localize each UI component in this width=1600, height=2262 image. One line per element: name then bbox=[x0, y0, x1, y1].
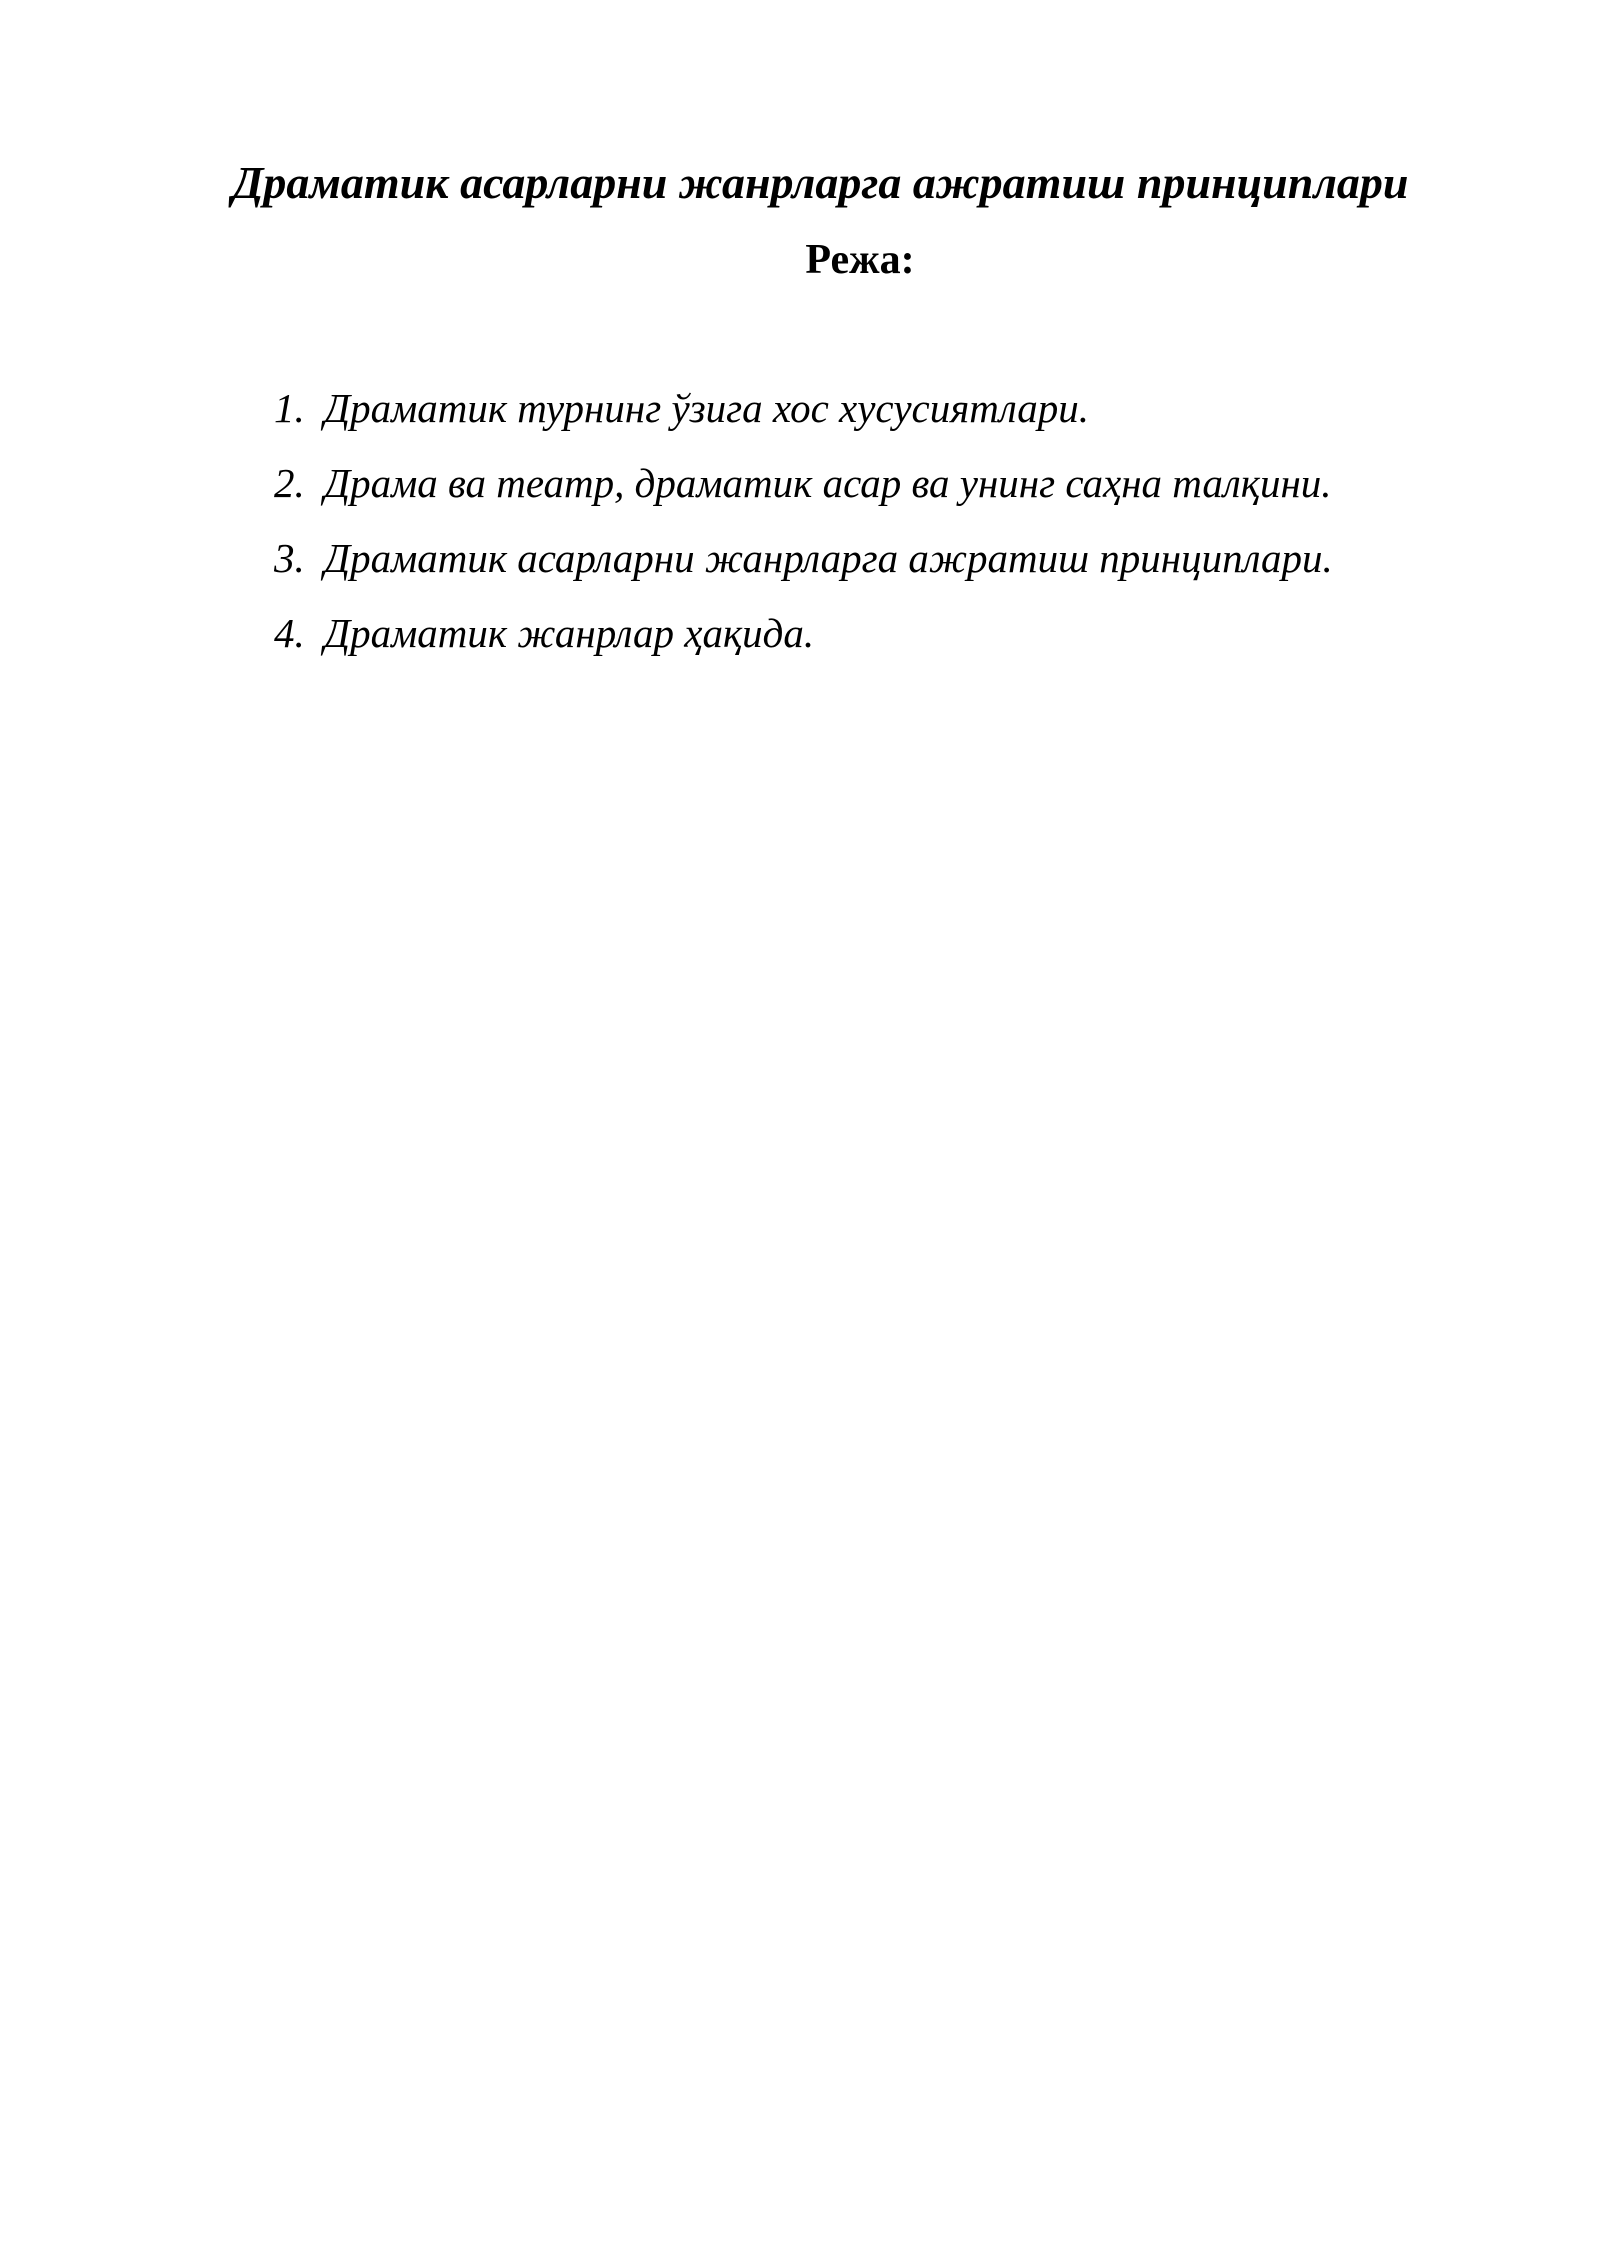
list-item bbox=[274, 453, 1333, 528]
plan-list bbox=[274, 378, 1333, 678]
list-item-number: 4. bbox=[274, 610, 305, 656]
list-item-text: Драматик асарларни жанрларга ажратиш принциплари. bbox=[324, 535, 1333, 581]
list-item-text: Драма ва театр, драматик асар ва унинг саҳна талқини. bbox=[324, 460, 1332, 506]
list-item bbox=[274, 528, 1333, 603]
list-item-number: 3. bbox=[274, 535, 305, 581]
list-item bbox=[274, 603, 1333, 678]
list-item-text: Драматик турнинг ўзига хос хусусиятлари. bbox=[324, 385, 1090, 431]
plan-heading: Режа: bbox=[805, 237, 915, 283]
list-item-text: Драматик жанрлар ҳақида. bbox=[324, 610, 815, 656]
list-item-number: 1. bbox=[274, 385, 305, 431]
document-title: Драматик асарларни жанрларга ажратиш принциплари bbox=[232, 157, 1409, 208]
list-item bbox=[274, 378, 1333, 453]
list-item-number: 2. bbox=[274, 460, 305, 506]
